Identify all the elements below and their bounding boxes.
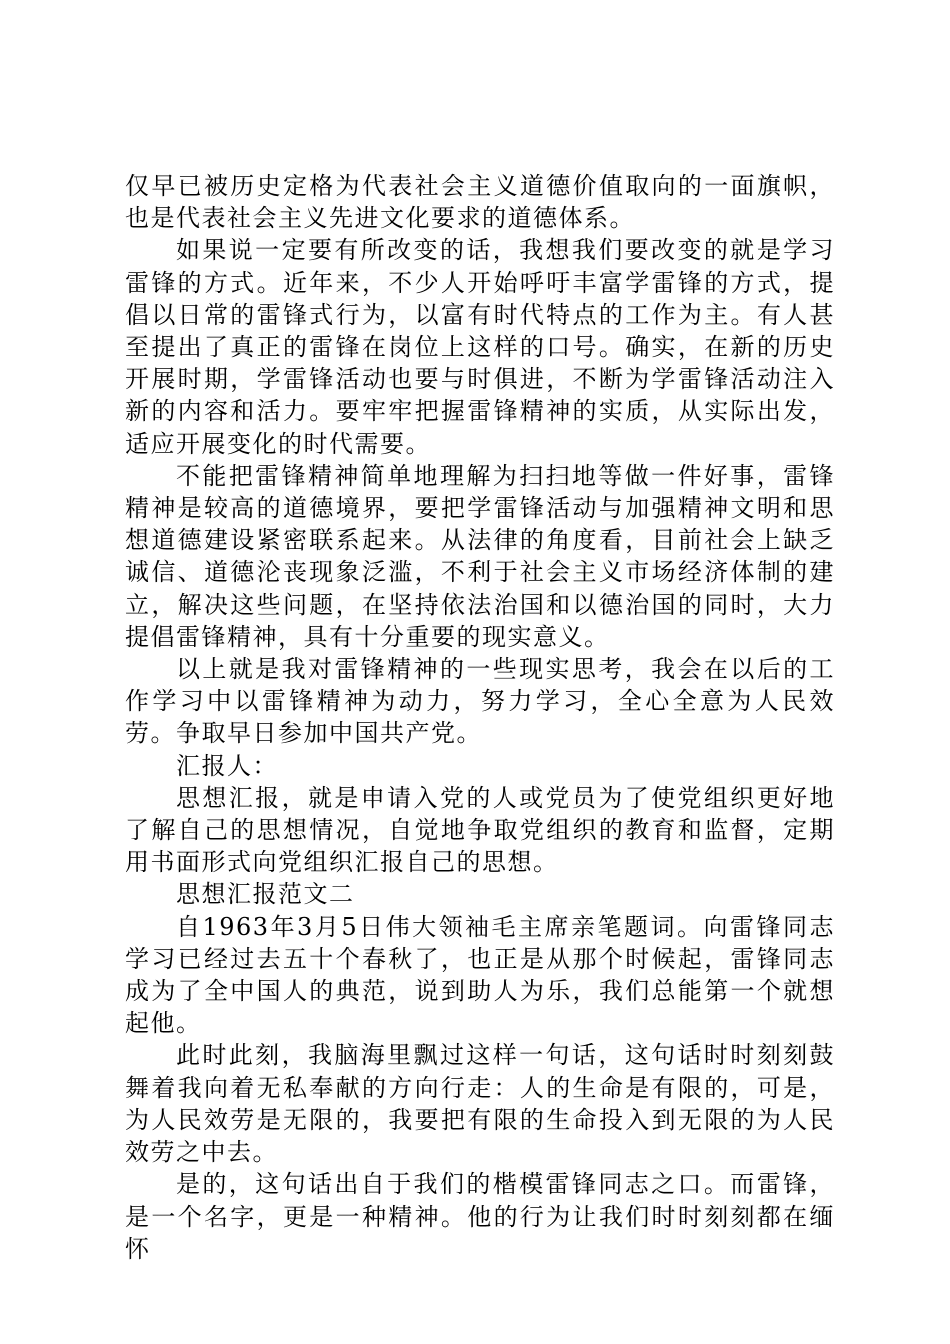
- paragraph: 自1963年3月5日伟大领袖毛主席亲笔题词。向雷锋同志学习已经过去五十个春秋了，也正是从那个时候起，雷锋同志成为了全中国人的典范，说到助人为乐，我们总能第一个就想起他。: [125, 912, 835, 1038]
- paragraph: 此时此刻，我脑海里飘过这样一句话，这句话时时刻刻鼓舞着我向着无私奉献的方向行走：人的生命是有限的，可是，为人民效劳是无限的，我要把有限的生命投入到无限的为人民效劳之中去。: [125, 1041, 835, 1167]
- section-title: 思想汇报范文二: [176, 880, 355, 909]
- paragraph: 不能把雷锋精神简单地理解为扫扫地等做一件好事，雷锋精神是较高的道德境界，要把学雷锋活动与加强精神文明和思想道德建设紧密联系起来。从法律的角度看，目前社会上缺乏诚信、道德沦丧现象泛滥，不利于社会主义市场经济体制的建立，解决这些问题，在坚持依法治国和以德治国的同时，大力提倡雷锋精神，具有十分重要的现实意义。: [125, 461, 835, 651]
- paragraph: 是的，这句话出自于我们的楷模雷锋同志之口。而雷锋，是一个名字，更是一种精神。他的行为让我们时时刻刻都在缅怀: [125, 1170, 835, 1263]
- paragraph: 以上就是我对雷锋精神的一些现实思考，我会在以后的工作学习中以雷锋精神为动力，努力学习，全心全意为人民效劳。争取早日参加中国共产党。: [125, 655, 835, 748]
- paragraph: 如果说一定要有所改变的话，我想我们要改变的就是学习雷锋的方式。近年来，不少人开始呼吁丰富学雷锋的方式，提倡以日常的雷锋式行为，以富有时代特点的工作为主。有人甚至提出了真正的雷锋在岗位上这样的口号。确实，在新的历史开展时期，学雷锋活动也要与时俱进，不断为学雷锋活动注入新的内容和活力。要牢牢把握雷锋精神的实质，从实际出发，适应开展变化的时代需要。: [125, 236, 835, 458]
- paragraph-continuation: 仅早已被历史定格为代表社会主义道德价值取向的一面旗帜，也是代表社会主义先进文化要求的道德体系。: [125, 172, 835, 233]
- document-body: [125, 170, 835, 1265]
- paragraph: 思想汇报，就是申请入党的人或党员为了使党组织更好地了解自己的思想情况，自觉地争取党组织的教育和监督，定期用书面形式向党组织汇报自己的思想。: [125, 783, 835, 877]
- reporter-label: 汇报人：: [176, 751, 278, 780]
